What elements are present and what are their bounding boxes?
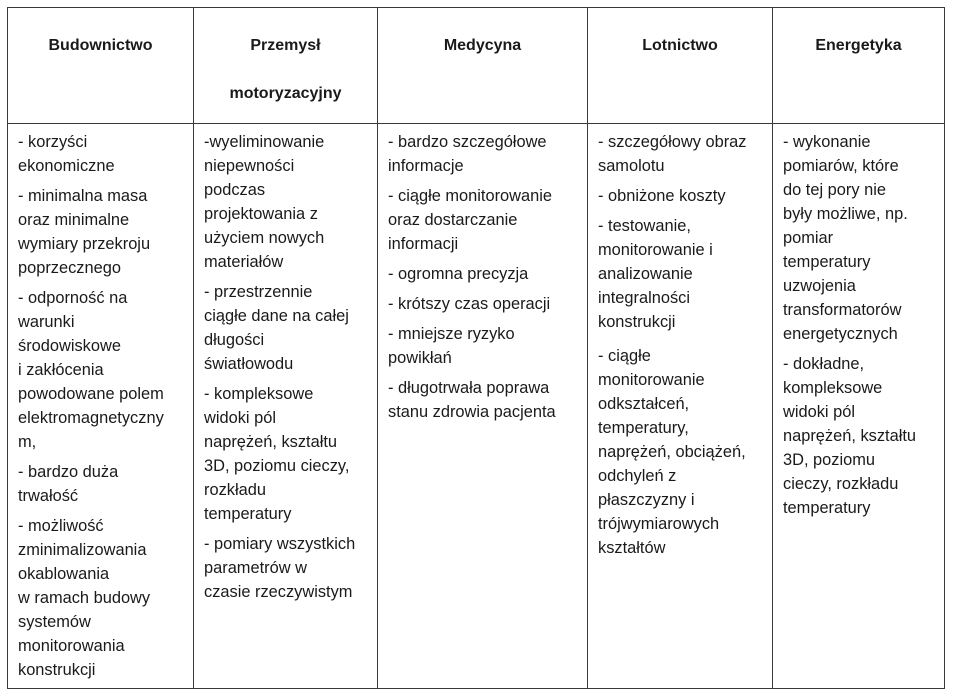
list-item <box>18 286 183 454</box>
item-line: - możliwość <box>18 517 104 535</box>
item-line: stanu zdrowia pacjenta <box>388 403 556 421</box>
list-item <box>388 130 577 178</box>
item-line: kompleksowe <box>783 379 883 397</box>
item-line: do tej pory nie <box>783 181 886 199</box>
list-item <box>388 184 577 256</box>
item-line: pomiar <box>783 229 834 247</box>
item-line: zminimalizowania <box>18 541 147 559</box>
item-line: trójwymiarowych <box>598 515 720 533</box>
item-line: - dokładne, <box>783 355 865 373</box>
item-line: - minimalna masa <box>18 187 148 205</box>
item-line: uzwojenia <box>783 277 856 295</box>
item-line: środowiskowe <box>18 337 121 355</box>
header-line: motoryzacyjny <box>229 85 342 102</box>
item-line: - ciągłe monitorowanie <box>388 187 552 205</box>
item-line: energetycznych <box>783 325 898 343</box>
list-item <box>18 460 183 508</box>
item-line: informacji <box>388 235 459 253</box>
header-przemysl-motoryzacyjny <box>194 8 378 124</box>
item-line: ekonomiczne <box>18 157 115 175</box>
item-line: czasie rzeczywistym <box>204 583 353 601</box>
item-line: - odporność na <box>18 289 128 307</box>
header-medycyna <box>378 8 588 124</box>
item-line: ciągłe dane na całej <box>204 307 349 325</box>
cell-budownictwo <box>8 124 194 689</box>
item-line: - pomiary wszystkich <box>204 535 356 553</box>
item-line: oraz minimalne <box>18 211 130 229</box>
list-item <box>783 352 934 520</box>
item-line: okablowania <box>18 565 110 583</box>
item-line: widoki pól <box>204 409 276 427</box>
item-line: analizowanie <box>598 265 693 283</box>
item-line: użyciem nowych <box>204 229 325 247</box>
list-item <box>18 130 183 178</box>
item-line: informacje <box>388 157 464 175</box>
item-line: - kompleksowe <box>204 385 314 403</box>
item-line: temperatury <box>783 499 871 517</box>
item-line: trwałość <box>18 487 79 505</box>
item-line: powikłań <box>388 349 452 367</box>
list-item <box>18 184 183 280</box>
item-line: systemów <box>18 613 91 631</box>
header-line: Budownictwo <box>48 37 153 54</box>
header-budownictwo <box>8 8 194 124</box>
item-line: naprężeń, obciążeń, <box>598 443 746 461</box>
item-line: - mniejsze ryzyko <box>388 325 515 343</box>
item-line: materiałów <box>204 253 284 271</box>
item-line: temperatury <box>783 253 871 271</box>
item-line: niepewności <box>204 157 295 175</box>
item-line: były możliwe, np. <box>783 205 908 223</box>
cell-lotnictwo <box>588 124 773 689</box>
item-line: - długotrwała poprawa <box>388 379 550 397</box>
list-item <box>598 130 762 178</box>
item-line: integralności <box>598 289 691 307</box>
list-item <box>204 382 367 526</box>
applications-table <box>7 7 945 689</box>
list-item <box>598 214 762 334</box>
list-item <box>204 532 367 604</box>
item-line: rozkładu <box>204 481 266 499</box>
item-line: - przestrzennie <box>204 283 313 301</box>
item-line: cieczy, rozkładu <box>783 475 899 493</box>
list-item <box>204 280 367 376</box>
item-line: transformatorów <box>783 301 902 319</box>
list-item <box>598 184 762 208</box>
header-line: Energetyka <box>815 37 902 54</box>
item-line: - ciągłe <box>598 347 651 365</box>
item-line: - wykonanie <box>783 133 871 151</box>
item-line: monitorowanie <box>598 371 705 389</box>
item-line: monitorowania <box>18 637 125 655</box>
item-line: widoki pól <box>783 403 855 421</box>
header-row <box>8 8 945 124</box>
header-line: Lotnictwo <box>642 37 718 54</box>
list-item <box>388 262 577 286</box>
cell-energetyka <box>773 124 945 689</box>
list-item <box>18 514 183 682</box>
item-line: konstrukcji <box>18 661 96 679</box>
item-line: -wyeliminowanie <box>204 133 325 151</box>
item-line: m, <box>18 433 37 451</box>
item-line: - ogromna precyzja <box>388 265 529 283</box>
item-line: - obniżone koszty <box>598 187 726 205</box>
item-line: - testowanie, <box>598 217 691 235</box>
content-row <box>8 124 945 689</box>
item-line: oraz dostarczanie <box>388 211 518 229</box>
list-item <box>598 344 762 560</box>
item-line: konstrukcji <box>598 313 676 331</box>
item-line: odkształceń, <box>598 395 690 413</box>
item-line: warunki <box>18 313 75 331</box>
item-line: - bardzo duża <box>18 463 119 481</box>
item-line: - bardzo szczegółowe <box>388 133 547 151</box>
item-line: temperatury, <box>598 419 689 437</box>
item-line: 3D, poziomu cieczy, <box>204 457 350 475</box>
item-line: i zakłócenia <box>18 361 104 379</box>
list-item <box>388 292 577 316</box>
header-energetyka <box>773 8 945 124</box>
item-line: 3D, poziomu <box>783 451 876 469</box>
item-line: temperatury <box>204 505 292 523</box>
item-line: pomiarów, które <box>783 157 899 175</box>
item-line: - korzyści <box>18 133 88 151</box>
item-line: - krótszy czas operacji <box>388 295 551 313</box>
item-line: monitorowanie i <box>598 241 713 259</box>
item-line: odchyleń z <box>598 467 677 485</box>
item-line: naprężeń, kształtu <box>204 433 338 451</box>
item-line: elektromagnetyczny <box>18 409 164 427</box>
cell-przemysl-motoryzacyjny <box>194 124 378 689</box>
item-line: długości <box>204 331 265 349</box>
item-line: światłowodu <box>204 355 294 373</box>
list-item <box>388 322 577 370</box>
item-line: podczas <box>204 181 266 199</box>
item-line: samolotu <box>598 157 665 175</box>
item-line: projektowania z <box>204 205 318 223</box>
item-line: - szczegółowy obraz <box>598 133 747 151</box>
header-lotnictwo <box>588 8 773 124</box>
item-line: naprężeń, kształtu <box>783 427 917 445</box>
list-item <box>204 130 367 274</box>
item-line: kształtów <box>598 539 666 557</box>
item-line: powodowane polem <box>18 385 164 403</box>
item-line: parametrów w <box>204 559 307 577</box>
item-line: w ramach budowy <box>18 589 151 607</box>
list-item <box>783 130 934 346</box>
item-line: wymiary przekroju <box>18 235 151 253</box>
cell-medycyna <box>378 124 588 689</box>
item-line: poprzecznego <box>18 259 121 277</box>
header-line: Medycyna <box>443 37 522 54</box>
item-line: płaszczyzny i <box>598 491 695 509</box>
list-item <box>388 376 577 424</box>
header-line: Przemysł <box>250 37 321 54</box>
